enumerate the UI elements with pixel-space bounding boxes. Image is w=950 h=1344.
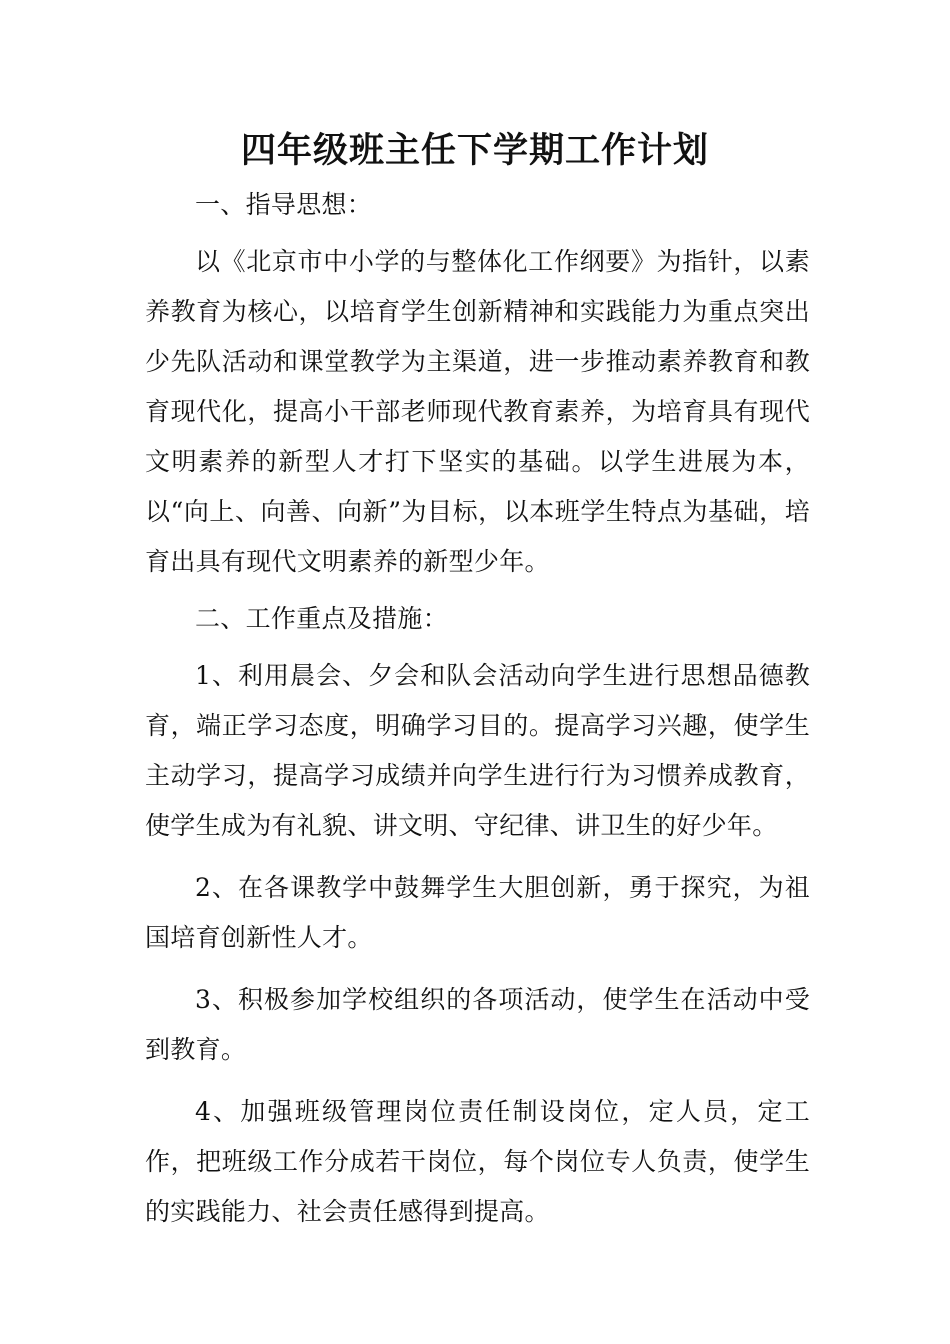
work-item-2: 2、在各课教学中鼓舞学生大胆创新，勇于探究，为祖国培育创新性人才。 (145, 873, 810, 952)
page-title: 四年级班主任下学期工作计划 (240, 131, 709, 171)
work-item-4: 4、加强班级管理岗位责任制设岗位，定人员，定工作，把班级工作分成若干岗位，每个岗位专人负责，使学生的实践能力、社会责任感得到提高。 (145, 1097, 810, 1226)
document-body (145, 180, 810, 1237)
section-heading-guiding-ideology: 一、指导思想： (195, 190, 373, 219)
work-item-1: 1、利用晨会、夕会和队会活动向学生进行思想品德教育，端正学习态度，明确学习目的。提高学习兴趣，使学生主动学习，提高学习成绩并向学生进行行为习惯养成教育，使学生成为有礼貌、讲文明、守纪律、讲卫生的好少年。 (145, 661, 810, 840)
section-heading-work-focus: 二、工作重点及措施： (195, 604, 449, 633)
work-item-3: 3、积极参加学校组织的各项活动，使学生在活动中受到教育。 (145, 985, 810, 1064)
guiding-ideology-paragraph: 以《北京市中小学的与整体化工作纲要》为指针，以素养教育为核心，以培育学生创新精神和实践能力为重点突出少先队活动和课堂教学为主渠道，进一步推动素养教育和教育现代化，提高小干部老师现代教育素养，为培育具有现代文明素养的新型人才打下坚实的基础。以学生进展为本，以“向上、向善、向新”为目标，以本班学生特点为基础，培育出具有现代文明素养的新型少年。 (145, 247, 810, 576)
